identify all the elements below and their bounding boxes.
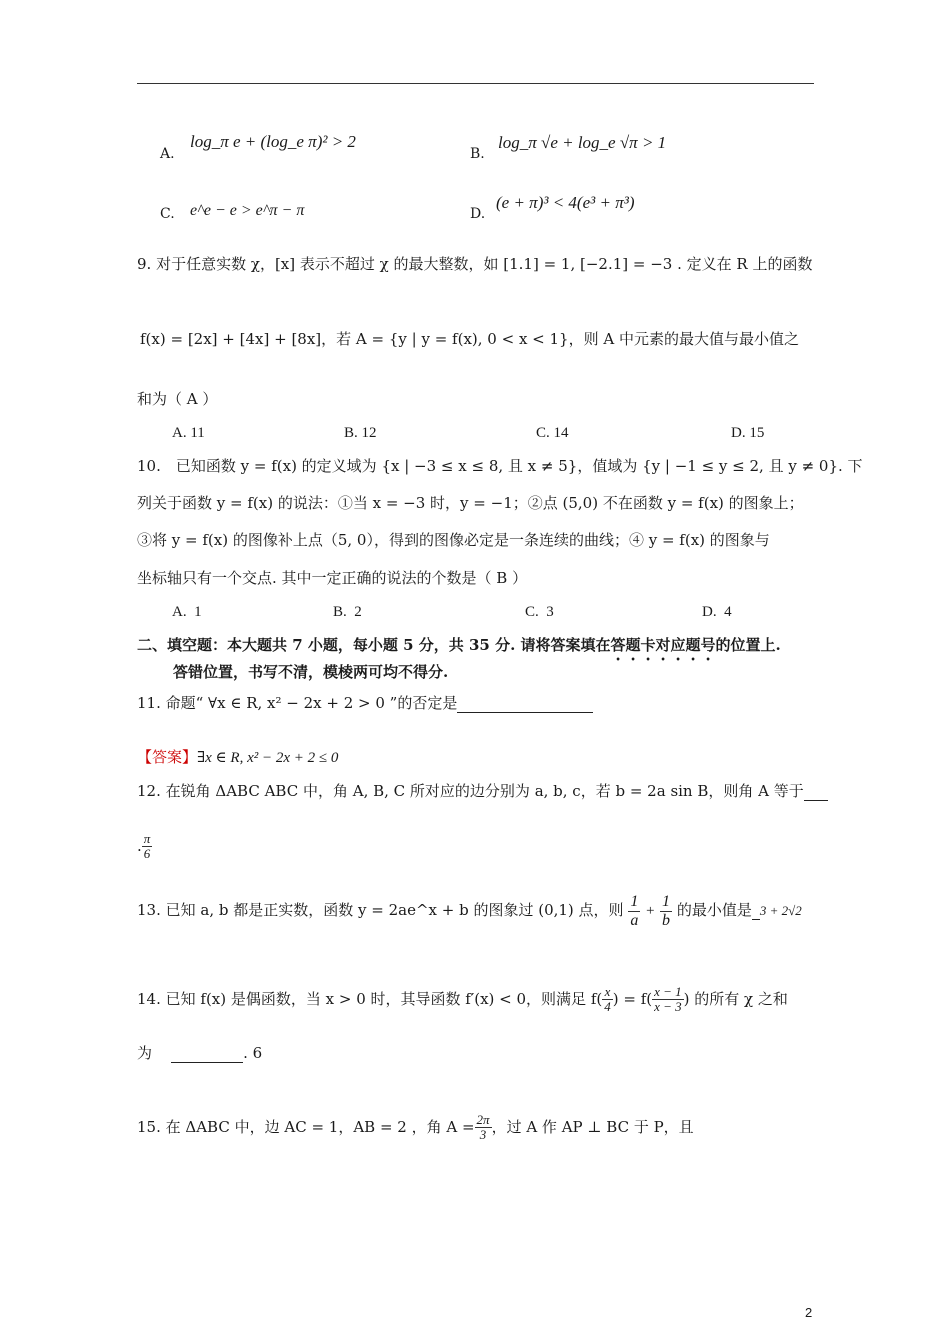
section2-heading-line2: 答错位置，书写不清，模棱两可均不得分.	[173, 663, 449, 681]
q14-stem: 14. 已知 f(x) 是偶函数，当 x > 0 时，其导函数 f′(x) < 0，则满足 f( $\frac{x}{4}$ ) = f( $\frac{x - 1}{x - 3}$ ) 的所有 χ 之和	[137, 984, 788, 1015]
q8-option-c-expr: e^e − e > e^π − π	[190, 202, 305, 219]
q14-answer: . 6	[243, 1044, 263, 1062]
q8-option-b-expr: log_π √e + log_e √π > 1	[498, 133, 667, 152]
q9-option-d: D. 15	[731, 425, 765, 441]
q9-option-b: B. 12	[344, 425, 377, 441]
q12-answer: . $\frac{\pi}{6}$	[137, 831, 151, 862]
section2-heading-line1: 二、填空题：本大题共 7 小题，每小题 5 分，共 35 分. 请将答案填在答题卡对应题号的位置上.	[137, 636, 781, 654]
q10-option-c: C. 3	[525, 604, 554, 620]
q14-line2: 为 . 6	[137, 1044, 263, 1062]
q14-answer-blank	[171, 1044, 243, 1063]
q8-option-d-label: D.	[470, 206, 486, 222]
q8-option-a-expr: log_π e + (log_e π)² > 2	[190, 132, 356, 151]
q13-stem: 13. 已知 a, b 都是正实数，函数 y = 2ae^x + b 的图象过 (0,1) 点，则 $\frac{1}{a}$ + $\frac{1}{b}$ 的最小值是 3 + 2√2	[137, 893, 802, 929]
q10-option-b: B. 2	[333, 604, 362, 620]
q10-option-d: D. 4	[702, 604, 732, 620]
header-rule	[137, 83, 814, 84]
q11-answer: 【答案】∃x ∈ R, x² − 2x + 2 ≤ 0	[137, 748, 339, 766]
q9-line1: 9. 对于任意实数 χ，[x] 表示不超过 χ 的最大整数，如 [1.1] = 1, [−2.1] = −3 . 定义在 R 上的函数	[137, 255, 813, 273]
q8-option-d-expr: (e + π)³ < 4(e³ + π³)	[496, 193, 635, 212]
q11-stem: 11. 命题“ ∀x ∈ R, x² − 2x + 2 > 0 ”的否定是	[137, 694, 593, 713]
q9-option-a: A. 11	[172, 425, 205, 441]
q10-line4: 坐标轴只有一个交点. 其中一定正确的说法的个数是（ B ）	[137, 569, 528, 587]
q11-answer-blank	[457, 694, 593, 713]
q10-line2: 列关于函数 y = f(x) 的说法：①当 x = −3 时，y = −1；②点 (5,0) 不在函数 y = f(x) 的图象上；	[137, 494, 804, 512]
q12-stem: 12. 在锐角 ΔABC ABC 中，角 A, B, C 所对应的边分别为 a, b, c，若 b = 2a sin B，则角 A 等于	[137, 782, 828, 801]
q9-line2: f(x) = [2x] + [4x] + [8x]，若 A = {y | y = f(x), 0 < x < 1}，则 A 中元素的最大值与最小值之	[140, 330, 799, 348]
q9-line3: 和为（ A ）	[137, 390, 218, 408]
q10-option-a: A. 1	[172, 604, 202, 620]
answer-tag: 【答案】	[137, 748, 198, 766]
q13-answer: 3 + 2√2	[759, 903, 802, 919]
q8-option-c-label: C.	[160, 206, 175, 222]
q8-option-a-label: A.	[160, 146, 175, 162]
q10-line3: ③将 y = f(x) 的图像补上点（5, 0），得到的图像必定是一条连续的曲线；④ y = f(x) 的图象与	[137, 531, 770, 549]
q15-stem: 15. 在 ΔABC 中，边 AC = 1，AB = 2 ，角 A = $\frac{2\pi}{3}$ ，过 A 作 AP ⊥ BC 于 P，且	[137, 1112, 694, 1143]
q8-option-b-label: B.	[470, 146, 485, 162]
q9-option-c: C. 14	[536, 425, 569, 441]
q10-line1: 10. 已知函数 y = f(x) 的定义域为 {x | −3 ≤ x ≤ 8, 且 x ≠ 5}，值域为 {y | −1 ≤ y ≤ 2, 且 y ≠ 0}. 下	[137, 457, 863, 475]
page-number: 2	[805, 1305, 813, 1320]
